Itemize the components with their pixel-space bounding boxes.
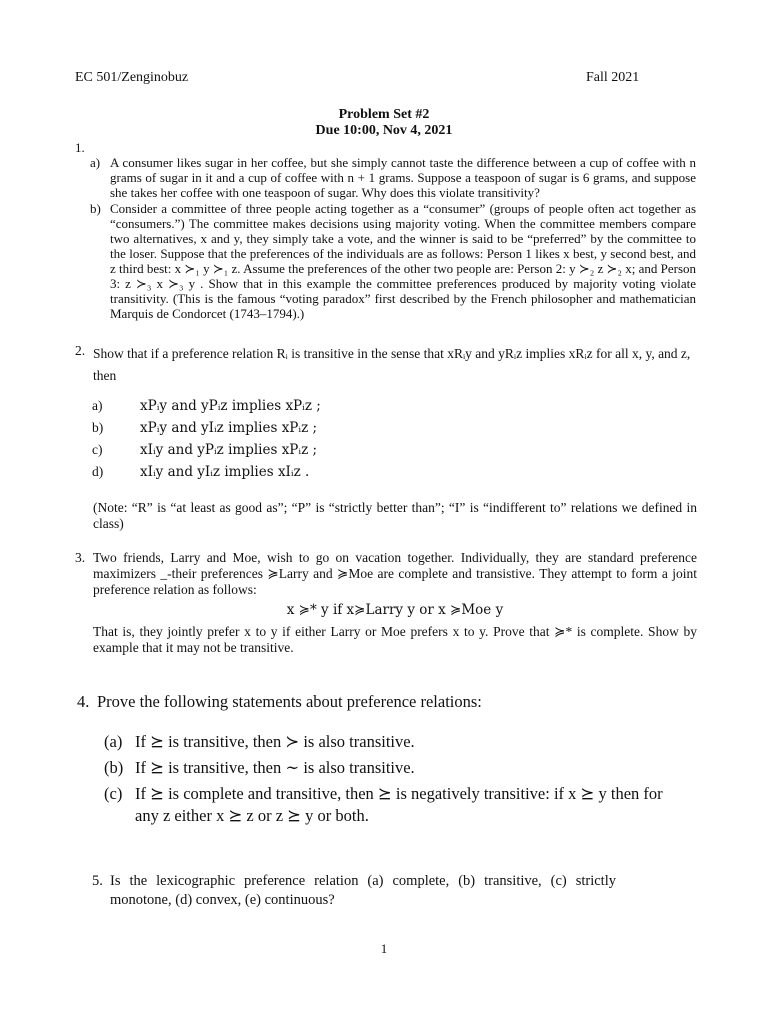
problem-2c-label: c) bbox=[92, 442, 103, 457]
problem-2-note: (Note: “R” is “at least as good as”; “P” is “strictly better than”; “I” is “indifferent to” relations we defined in class) bbox=[93, 500, 697, 531]
problem-3-number: 3. bbox=[75, 550, 86, 565]
problem-4-number: 4. bbox=[77, 692, 90, 711]
problem-set-title: Problem Set #2 bbox=[338, 107, 430, 122]
due-date: Due 10:00, Nov 4, 2021 bbox=[315, 123, 453, 138]
problem-3-text-1: Two friends, Larry and Moe, wish to go on vacation together. Individually, they are standard preference maximizers _-their preferences ≽Larry and ≽Moe are complete and transistive. They attempt to form a joint preference relation as follows: bbox=[93, 550, 697, 597]
term-header: Fall 2021 bbox=[586, 70, 640, 85]
problem-5-text: Is the lexicographic preference relation (a) complete, (b) transitive, (c) strictly monotone, (d) convex, (e) continuous? bbox=[110, 873, 616, 908]
joint-preference-formula: x ≽* y if x≽Larry y or x ≽Moe y bbox=[286, 602, 504, 618]
problem-4c-label: (c) bbox=[104, 784, 123, 803]
problem-4b-label: (b) bbox=[104, 758, 124, 777]
problem-1b-label: b) bbox=[90, 201, 101, 216]
problem-1a-text: A consumer likes sugar in her coffee, but she simply cannot taste the difference between a cup of coffee with n grams of sugar in it and a cup of coffee with n + 1 grams. Suppose a teaspoon of sugar is 6 grams, and suppose she takes her coffee with one teaspoon of sugar. Why does this violate transitivity? bbox=[110, 155, 696, 200]
problem-2d-label: d) bbox=[92, 464, 104, 479]
problem-4c-text: If ⪰ is complete and transitive, then ⪰ is negatively transitive: if x ⪰ y then for any z either x ⪰ z or z ⪰ y or both. bbox=[135, 784, 663, 825]
problem-2a-label: a) bbox=[92, 398, 103, 413]
problem-4a-text: If ⪰ is transitive, then ≻ is also transitive. bbox=[135, 732, 415, 751]
problem-5-number: 5. bbox=[92, 873, 103, 889]
problem-1a-label: a) bbox=[90, 155, 101, 170]
problem-3-text-2: That is, they jointly prefer x to y if either Larry or Moe prefers x to y. Prove that ≽* is complete. Show by example that it may not be transitive. bbox=[93, 624, 697, 655]
problem-4-intro: Prove the following statements about preference relations: bbox=[97, 692, 482, 711]
page-number: 1 bbox=[380, 941, 388, 956]
problem-2b-label: b) bbox=[92, 420, 104, 435]
problem-2d-text: xIᵢy and yIᵢz implies xIᵢz . bbox=[140, 464, 310, 480]
problem-2a-text: xPᵢy and yPᵢz implies xPᵢz ; bbox=[140, 398, 321, 414]
problem-4b-text: If ⪰ is transitive, then ∼ is also transitive. bbox=[135, 758, 415, 777]
problem-2b-text: xPᵢy and yIᵢz implies xPᵢz ; bbox=[140, 420, 318, 436]
problem-1-number: 1. bbox=[75, 140, 85, 155]
problem-2-number: 2. bbox=[75, 343, 86, 358]
problem-2c-text: xIᵢy and yPᵢz implies xPᵢz ; bbox=[140, 442, 318, 458]
problem-1b-text: Consider a committee of three people acting together as a “consumer” (groups of people often act together as “consumers.”) The committee makes decisions using majority voting. When the committee members compare two alternatives, x and y, they simply take a vote, and the winner is said to be “preferred” by the committee to the loser. Suppose that the preferences of the individuals are as follows: Person 1 likes x best, y second best, and z third best: x ≻₁ y ≻₁ z. Assume the preferences of the other two people are: Person 2: y ≻₂ z ≻₂ x; and Person 3: z ≻₃ x ≻₃ y . Show that in this example the committee preferences produced by majority voting violate transitivity. (This is the famous “voting paradox” first described by the French philosopher and mathematician Marquis de Condorcet (1743–1794).) bbox=[110, 201, 696, 321]
course-header: EC 501/Zenginobuz bbox=[75, 70, 189, 85]
problem-4a-label: (a) bbox=[104, 732, 123, 751]
problem-2-intro: Show that if a preference relation Rᵢ is transitive in the sense that xRᵢy and yRᵢz implies xRᵢz for all x, y, and z, then bbox=[93, 346, 691, 383]
